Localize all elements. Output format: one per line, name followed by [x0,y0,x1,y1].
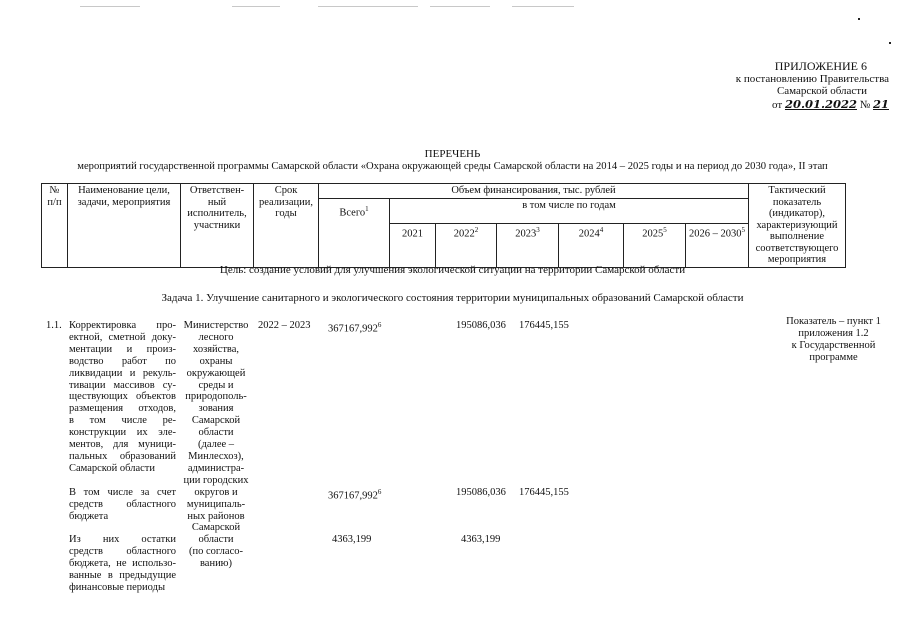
row-regional-total: 367167,992$^6$ [328,488,382,502]
row-number: 1.1. [46,320,62,331]
row-regional-name: В том числе за счет средств областного бюджета [69,487,176,522]
header-executor: Ответствен- ный исполнитель, участники [181,184,254,268]
document-subheading: мероприятий государственной программы Самарской области «Охрана окружающей среды Самарской области на 2014 – 2025 годы и на период до 2030 года», II этап [77,161,828,172]
funding-table-header [41,183,846,268]
row-regional-2023: 176445,155 [519,487,569,498]
scan-speck [858,18,860,20]
appendix-title: ПРИЛОЖЕНИЕ 6 [774,59,867,73]
document-heading: ПЕРЕЧЕНЬ [424,148,481,160]
header-year-2025: 2025$^5$ [624,223,686,267]
scan-speck [889,42,891,44]
number-value: 21 [872,96,889,111]
goal-line: Цель: создание условий для улучшения экологической ситуации на территории Самарской области [219,264,686,276]
appendix-line-2: Самарской области [776,85,867,97]
header-year-2026-2030: 2026 – 2030$^5$ [686,223,749,267]
row-1-1-executor: Министерство лесного хозяйства, охраны окружающей среды и природополь- зования Самарской области (далее – Минлесхоз), администра- ции городских округов и муниципаль- ных районов Самарской области (по согласо- ванию) [183,320,249,570]
header-year-2022: 2022$^2$ [436,223,497,267]
appendix-date-line [689,98,889,112]
row-remainder-name: Из них остатки средств областного бюджета, не использо- ванные в предыдущие финансовые периоды [69,534,176,593]
row-1-1-total: 367167,992$^6$ [328,321,382,335]
header-year-2021: 2021 [390,223,436,267]
header-term: Срок реализации, годы [254,184,319,268]
header-total: Всего$^1$ [319,198,390,267]
row-1-1-2022: 195086,036 [456,320,506,331]
appendix-block [689,60,889,111]
header-funding: Объем финансирования, тыс. рублей [319,184,749,199]
row-1-1-term: 2022 – 2023 [258,320,311,331]
header-year-2023: 2023$^3$ [497,223,559,267]
row-remainder-2022: 4363,199 [461,534,501,545]
number-prefix: № [859,98,871,111]
date-prefix: от [772,98,783,111]
header-indicator: Тактический показатель (индикатор), характеризующий выполнение соответствующего мероприятия [749,184,846,268]
row-1-1-indicator: Показатель – пункт 1 приложения 1.2 к Государственной программе [786,316,881,363]
row-regional-2022: 195086,036 [456,487,506,498]
row-remainder-total: 4363,199 [332,534,372,545]
appendix-line-1: к постановлению Правительства [735,72,889,85]
header-number: № п/п [42,184,68,268]
row-1-1-name: Корректировка про- ектной, сметной доку- ментации и произ- водство работ по ликвидации и рекуль- тивации массивов су- ществующих объектов размещения отходов, в том числе ре- конструкции их эле- ментов, для муници- пальных образований Самарской области [69,320,176,474]
header-name: Наименование цели, задачи, мероприятия [68,184,181,268]
header-year-2024: 2024$^4$ [559,223,624,267]
task-line: Задача 1. Улучшение санитарного и экологического состояния территории муниципальных образований Самарской области [161,292,744,304]
row-1-1-2023: 176445,155 [519,320,569,331]
header-by-years: в том числе по годам [390,198,749,223]
date-value: 20.01.2022 [784,96,857,111]
